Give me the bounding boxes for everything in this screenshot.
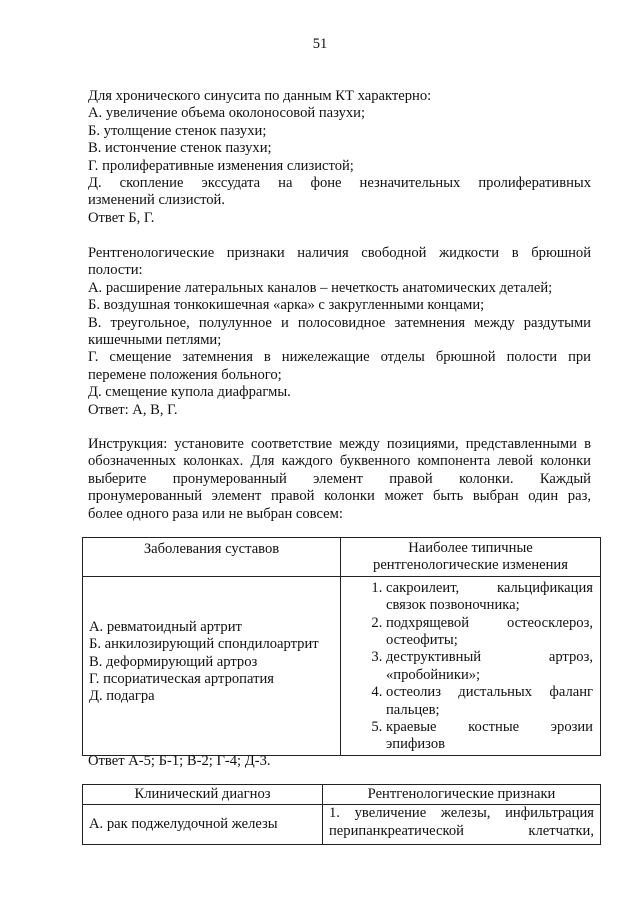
joint-diseases-table	[82, 537, 601, 756]
diseases-cell	[83, 576, 341, 755]
sign-line: перипанкреатической клетчатки,	[329, 822, 594, 839]
table-row	[83, 805, 601, 845]
answer-line: Ответ А-5; Б-1; В-2; Г-4; Д-3.	[88, 753, 271, 769]
list-item: Б. анкилозирующий спондилоартрит	[89, 636, 319, 653]
header-cell-left	[83, 785, 323, 805]
instruction-line: обозначенных колонках. Для каждого буквенного компонента левой колонки	[88, 453, 591, 470]
option-line: Б. воздушная тонкокишечная «арка» с закругленными концами;	[88, 297, 485, 314]
option-line: Г. смещение затемнения в нижележащие отделы брюшной полости при	[88, 349, 591, 366]
diagnosis-cell	[83, 805, 323, 845]
list-item: 2. подхрящевой остеосклероз, остеофиты;	[386, 615, 593, 650]
table-header-row	[83, 538, 601, 577]
option-line: А. расширение латеральных каналов – нечеткость анатомических деталей;	[88, 279, 553, 296]
option-line: А. увеличение объема околоносовой пазухи;	[88, 105, 366, 122]
instruction-line: выберите пронумерованный элемент правой колонки. Каждый	[88, 470, 591, 487]
option-line: перемене положения больного;	[88, 366, 282, 383]
diagnosis-label: А. рак поджелудочной железы	[89, 816, 278, 833]
header-label: Клинический диагноз	[134, 786, 271, 802]
answer-line: Ответ Б, Г.	[88, 209, 155, 226]
list-item: 3. деструктивный артроз, «пробойники»;	[386, 649, 593, 684]
list-item: В. деформирующий артроз	[89, 653, 258, 670]
instruction-line: Инструкция: установите соответствие между позициями, представленными в	[88, 436, 591, 452]
option-line: изменений слизистой.	[88, 192, 226, 209]
header-cell-right	[323, 785, 601, 805]
header-cell-left	[83, 538, 341, 577]
instruction-line: пронумерованный элемент правой колонки может быть выбран один раз,	[88, 488, 591, 505]
option-line: Д. смещение купола диафрагмы.	[88, 384, 291, 401]
header-cell-right	[341, 538, 601, 577]
question-text: полости:	[88, 262, 143, 279]
table-header-row	[83, 785, 601, 805]
option-line: Г. пролиферативные изменения слизистой;	[88, 157, 354, 174]
question-text: Для хронического синусита по данным КТ характерно:	[88, 88, 432, 104]
list-item: 5. краевые костные эрозии эпифизов	[386, 719, 593, 754]
table-row	[83, 576, 601, 755]
changes-cell	[341, 576, 601, 755]
clinical-diagnosis-table	[82, 784, 601, 845]
list-item: 4. остеолиз дистальных фаланг пальцев;	[386, 684, 593, 719]
option-line: Д. скопление экссудата на фоне незначительных пролиферативных	[88, 175, 591, 192]
header-label: Рентгенологические признаки	[367, 786, 556, 802]
option-line: кишечными петлями;	[88, 332, 222, 349]
changes-list	[342, 578, 599, 754]
sign-line: 1. увеличение железы, инфильтрация	[329, 805, 594, 822]
instruction-block	[88, 436, 591, 523]
option-line: Б. утолщение стенок пазухи;	[88, 122, 267, 139]
question-sinusitis	[88, 88, 591, 227]
list-item: Г. псориатическая артропатия	[89, 671, 274, 688]
signs-cell	[323, 805, 601, 845]
option-line: В. истончение стенок пазухи;	[88, 140, 272, 157]
option-line: В. треугольное, полулунное и полосовидное затемнения между раздутыми	[88, 314, 591, 331]
list-item: А. ревматоидный артрит	[89, 618, 242, 635]
header-label: рентгенологические изменения	[373, 557, 568, 574]
list-item: 1. сакроилеит, кальцификация связок позвоночника;	[386, 580, 593, 615]
header-label: Заболевания суставов	[143, 541, 280, 557]
answer-line: Ответ: А, В, Г.	[88, 401, 178, 418]
instruction-line: более одного раза или не выбран совсем:	[88, 505, 343, 522]
list-item: Д. подагра	[89, 688, 155, 705]
question-text: Рентгенологические признаки наличия свободной жидкости в брюшной	[88, 245, 591, 261]
question-free-fluid	[88, 245, 591, 419]
header-label: Наиболее типичные	[408, 540, 533, 556]
page-number: 51	[312, 36, 328, 52]
